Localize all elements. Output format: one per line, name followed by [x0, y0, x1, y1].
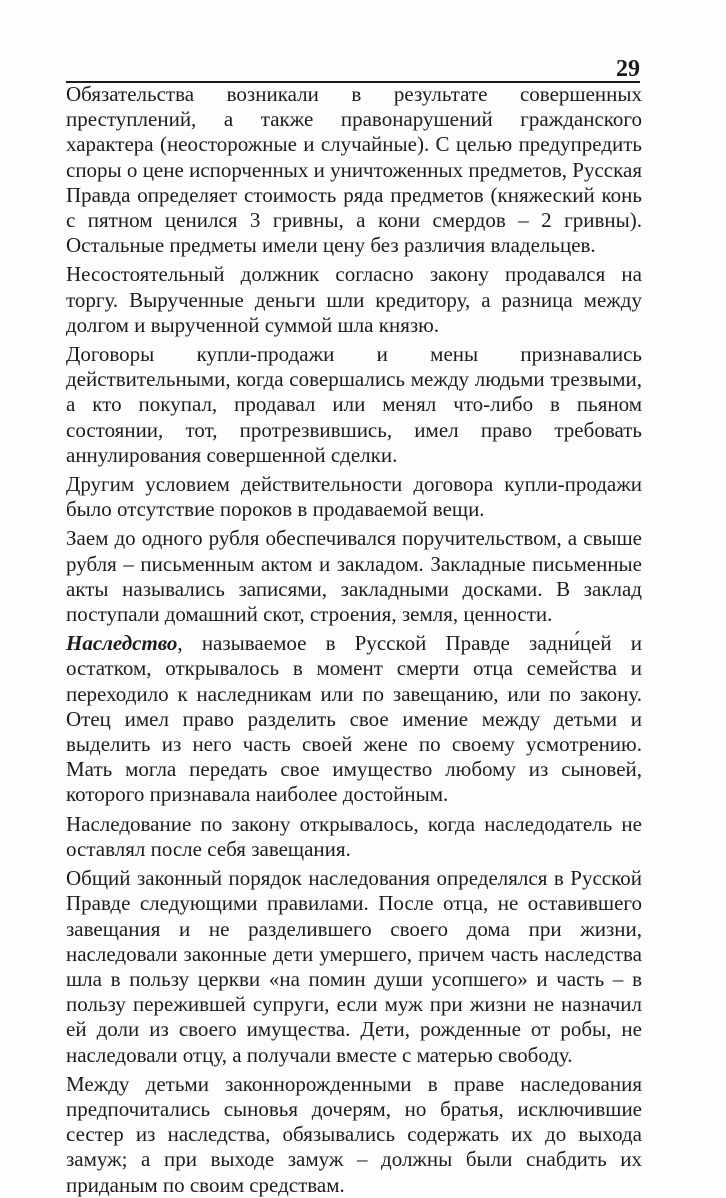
paragraph-sale-contracts: Договоры купли-продажи и мены признавались действительными, когда совершались между людьми трезвыми, а кто покупал, продавал или менял что-либо в пьяном состоянии, тот, протрезвившись, имел право требовать аннулирования совершенной сделки.	[66, 342, 642, 467]
page-number: 29	[616, 56, 640, 82]
term-inheritance: Наследство	[66, 631, 178, 656]
paragraph-insolvent-debtor: Несостоятельный должник согласно закону продавался на торгу. Вырученные деньги шли кредитору, а разница между долгом и вырученной суммой шла князю.	[66, 262, 642, 337]
paragraph-loans: Заем до одного рубля обеспечивался поручительством, а свыше рубля – письменным актом и закладом. Закладные письменные акты назывались записями, закладными досками. В заклад поступали домашний скот, строения, земля, ценности.	[66, 526, 642, 627]
body-text	[66, 82, 642, 1198]
paragraph-inheritance	[66, 631, 642, 807]
paragraph-general-order: Общий законный порядок наследования определялся в Русской Правде следующими правилами. После отца, не оставившего завещания и не разделившего своего дома при жизни, наследовали законные дети умершего, причем часть наследства шла в пользу церкви «на помин души усопшего» и часть – в пользу пережившей супруги, если муж при жизни не назначил ей доли из своего имущества. Дети, рожденные от робы, не наследовали отцу, а получали вместе с матерью свободу.	[66, 866, 642, 1067]
paragraph-inheritance-text: , называемое в Русской Правде задни́цей и остатком, открывалось в момент смерти отца семейства и переходило к наследникам или по завещанию, или по закону. Отец имел право разделить свое имение между детьми и выделить из него часть своей жене по своему усмотрению. Мать могла передать свое имущество любому из сыновей, которого признавала наиболее достойным.	[66, 631, 642, 807]
paragraph-sons-daughters: Между детьми законнорожденными в праве наследования предпочитались сыновья дочерям, но братья, исключившие сестер из наследства, обязывались содержать их до выхода замуж; а при выходе замуж – должны были снабдить их приданым по своим средствам.	[66, 1071, 642, 1197]
paragraph-intestate: Наследование по закону открывалось, когда наследодатель не оставлял после себя завещания.	[66, 811, 642, 861]
paragraph-obligations: Обязательства возникали в результате совершенных преступлений, а также правонарушений гражданского характера (неосторожные и случайные). С целью предупредить споры о цене испорченных и уничтоженных предметов, Русская Правда определяет стоимость ряда предметов (княжеский конь с пятном ценился 3 гривны, а кони смердов – 2 гривны). Остальные предметы имели цену без различия владельцев.	[66, 82, 642, 258]
paragraph-sale-validity: Другим условием действительности договора купли-продажи было отсутствие пороков в продаваемой вещи.	[66, 472, 642, 522]
